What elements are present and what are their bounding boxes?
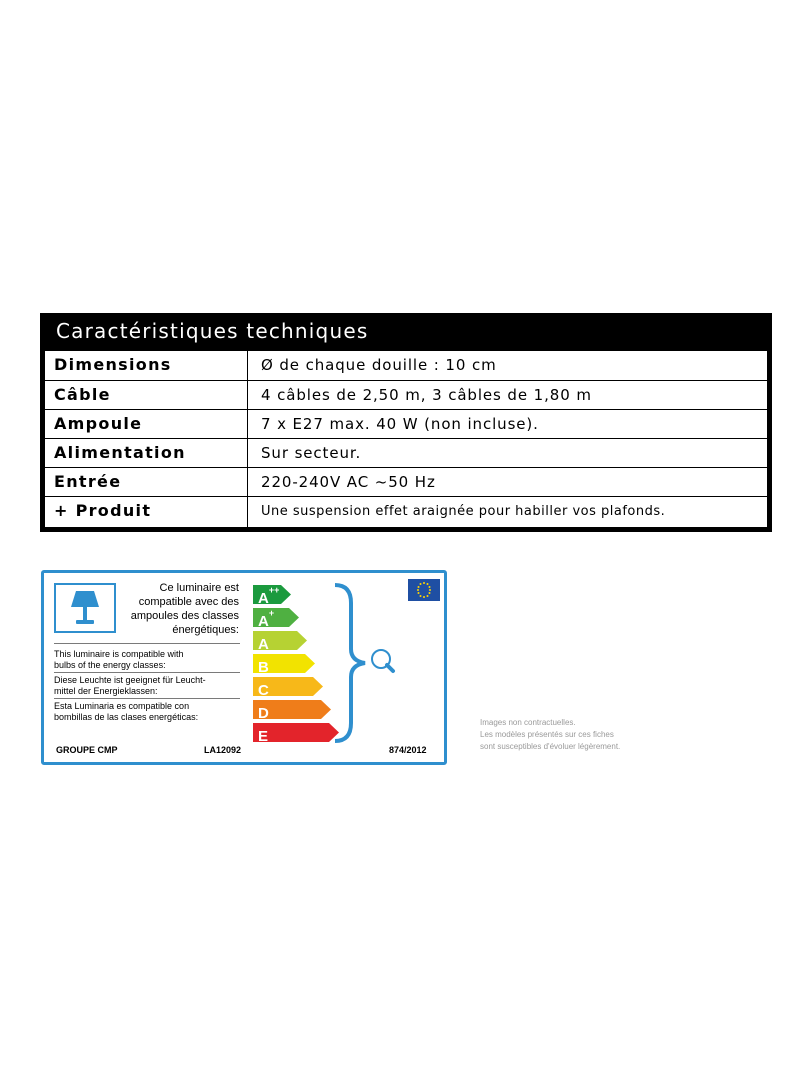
spec-row-input bbox=[45, 467, 767, 495]
eu-flag-icon bbox=[408, 579, 440, 601]
energy-class-label: C bbox=[258, 682, 269, 699]
spec-label: + Produit bbox=[54, 501, 152, 520]
compat-text-fr: Ce luminaire est compatible avec des ampoules des classes énergétiques: bbox=[130, 582, 239, 636]
energy-class-arrow bbox=[253, 585, 291, 607]
compat-text-de: Diese Leuchte ist geeignet für Leucht- mittel der Energieklassen: bbox=[54, 675, 206, 696]
spec-value: Une suspension effet araignée pour habiller vos plafonds. bbox=[261, 504, 666, 519]
energy-class-arrow bbox=[253, 608, 299, 630]
spec-label: Entrée bbox=[54, 472, 122, 491]
divider bbox=[54, 643, 240, 644]
regulation-number: 874/2012 bbox=[389, 745, 427, 755]
divider bbox=[54, 672, 240, 673]
compat-text-en: This luminaire is compatible with bulbs of the energy classes: bbox=[54, 649, 184, 670]
disclaimer: Images non contractuelles. Les modèles présentés sur ces fiches sont susceptibles d'évoluer légèrement. bbox=[480, 718, 621, 751]
specs-title: Caractéristiques techniques bbox=[56, 319, 369, 343]
brand-name: GROUPE CMP bbox=[56, 745, 118, 755]
spec-row-dimensions bbox=[45, 351, 767, 379]
spec-label: Alimentation bbox=[54, 443, 186, 462]
spec-value: 220-240V AC ~50 Hz bbox=[261, 473, 436, 491]
compat-text-es: Esta Luminaria es compatible con bombillas de las clases energéticas: bbox=[54, 701, 199, 722]
energy-label bbox=[41, 570, 447, 765]
spec-row-power bbox=[45, 438, 767, 466]
spec-row-cable bbox=[45, 380, 767, 408]
spec-value: 4 câbles de 2,50 m, 3 câbles de 1,80 m bbox=[261, 386, 592, 404]
energy-class-label: A bbox=[258, 636, 269, 653]
energy-class-arrow bbox=[253, 677, 323, 699]
specs-table bbox=[40, 313, 772, 532]
bracket-bulb-icon bbox=[329, 583, 399, 743]
energy-class-arrow bbox=[253, 723, 339, 745]
specs-body bbox=[45, 351, 767, 527]
energy-class-arrow bbox=[253, 700, 331, 722]
spec-value: 7 x E27 max. 40 W (non incluse). bbox=[261, 415, 539, 433]
energy-class-label: A++ bbox=[258, 585, 280, 607]
energy-class-arrow bbox=[253, 654, 315, 676]
spec-row-bulb bbox=[45, 409, 767, 437]
spec-label: Ampoule bbox=[54, 414, 143, 433]
reference-code: LA12092 bbox=[204, 745, 242, 755]
energy-class-label: B bbox=[258, 659, 269, 676]
divider bbox=[54, 698, 240, 699]
energy-class-label: A+ bbox=[258, 608, 275, 630]
energy-class-label: D bbox=[258, 705, 269, 722]
spec-label: Dimensions bbox=[54, 355, 172, 374]
spec-row-product bbox=[45, 496, 767, 527]
energy-class-label: E bbox=[258, 728, 269, 745]
energy-class-arrow bbox=[253, 631, 307, 653]
spec-value: Sur secteur. bbox=[261, 444, 362, 462]
lamp-icon bbox=[54, 583, 116, 633]
spec-value: Ø de chaque douille : 10 cm bbox=[261, 356, 497, 374]
spec-label: Câble bbox=[54, 385, 111, 404]
